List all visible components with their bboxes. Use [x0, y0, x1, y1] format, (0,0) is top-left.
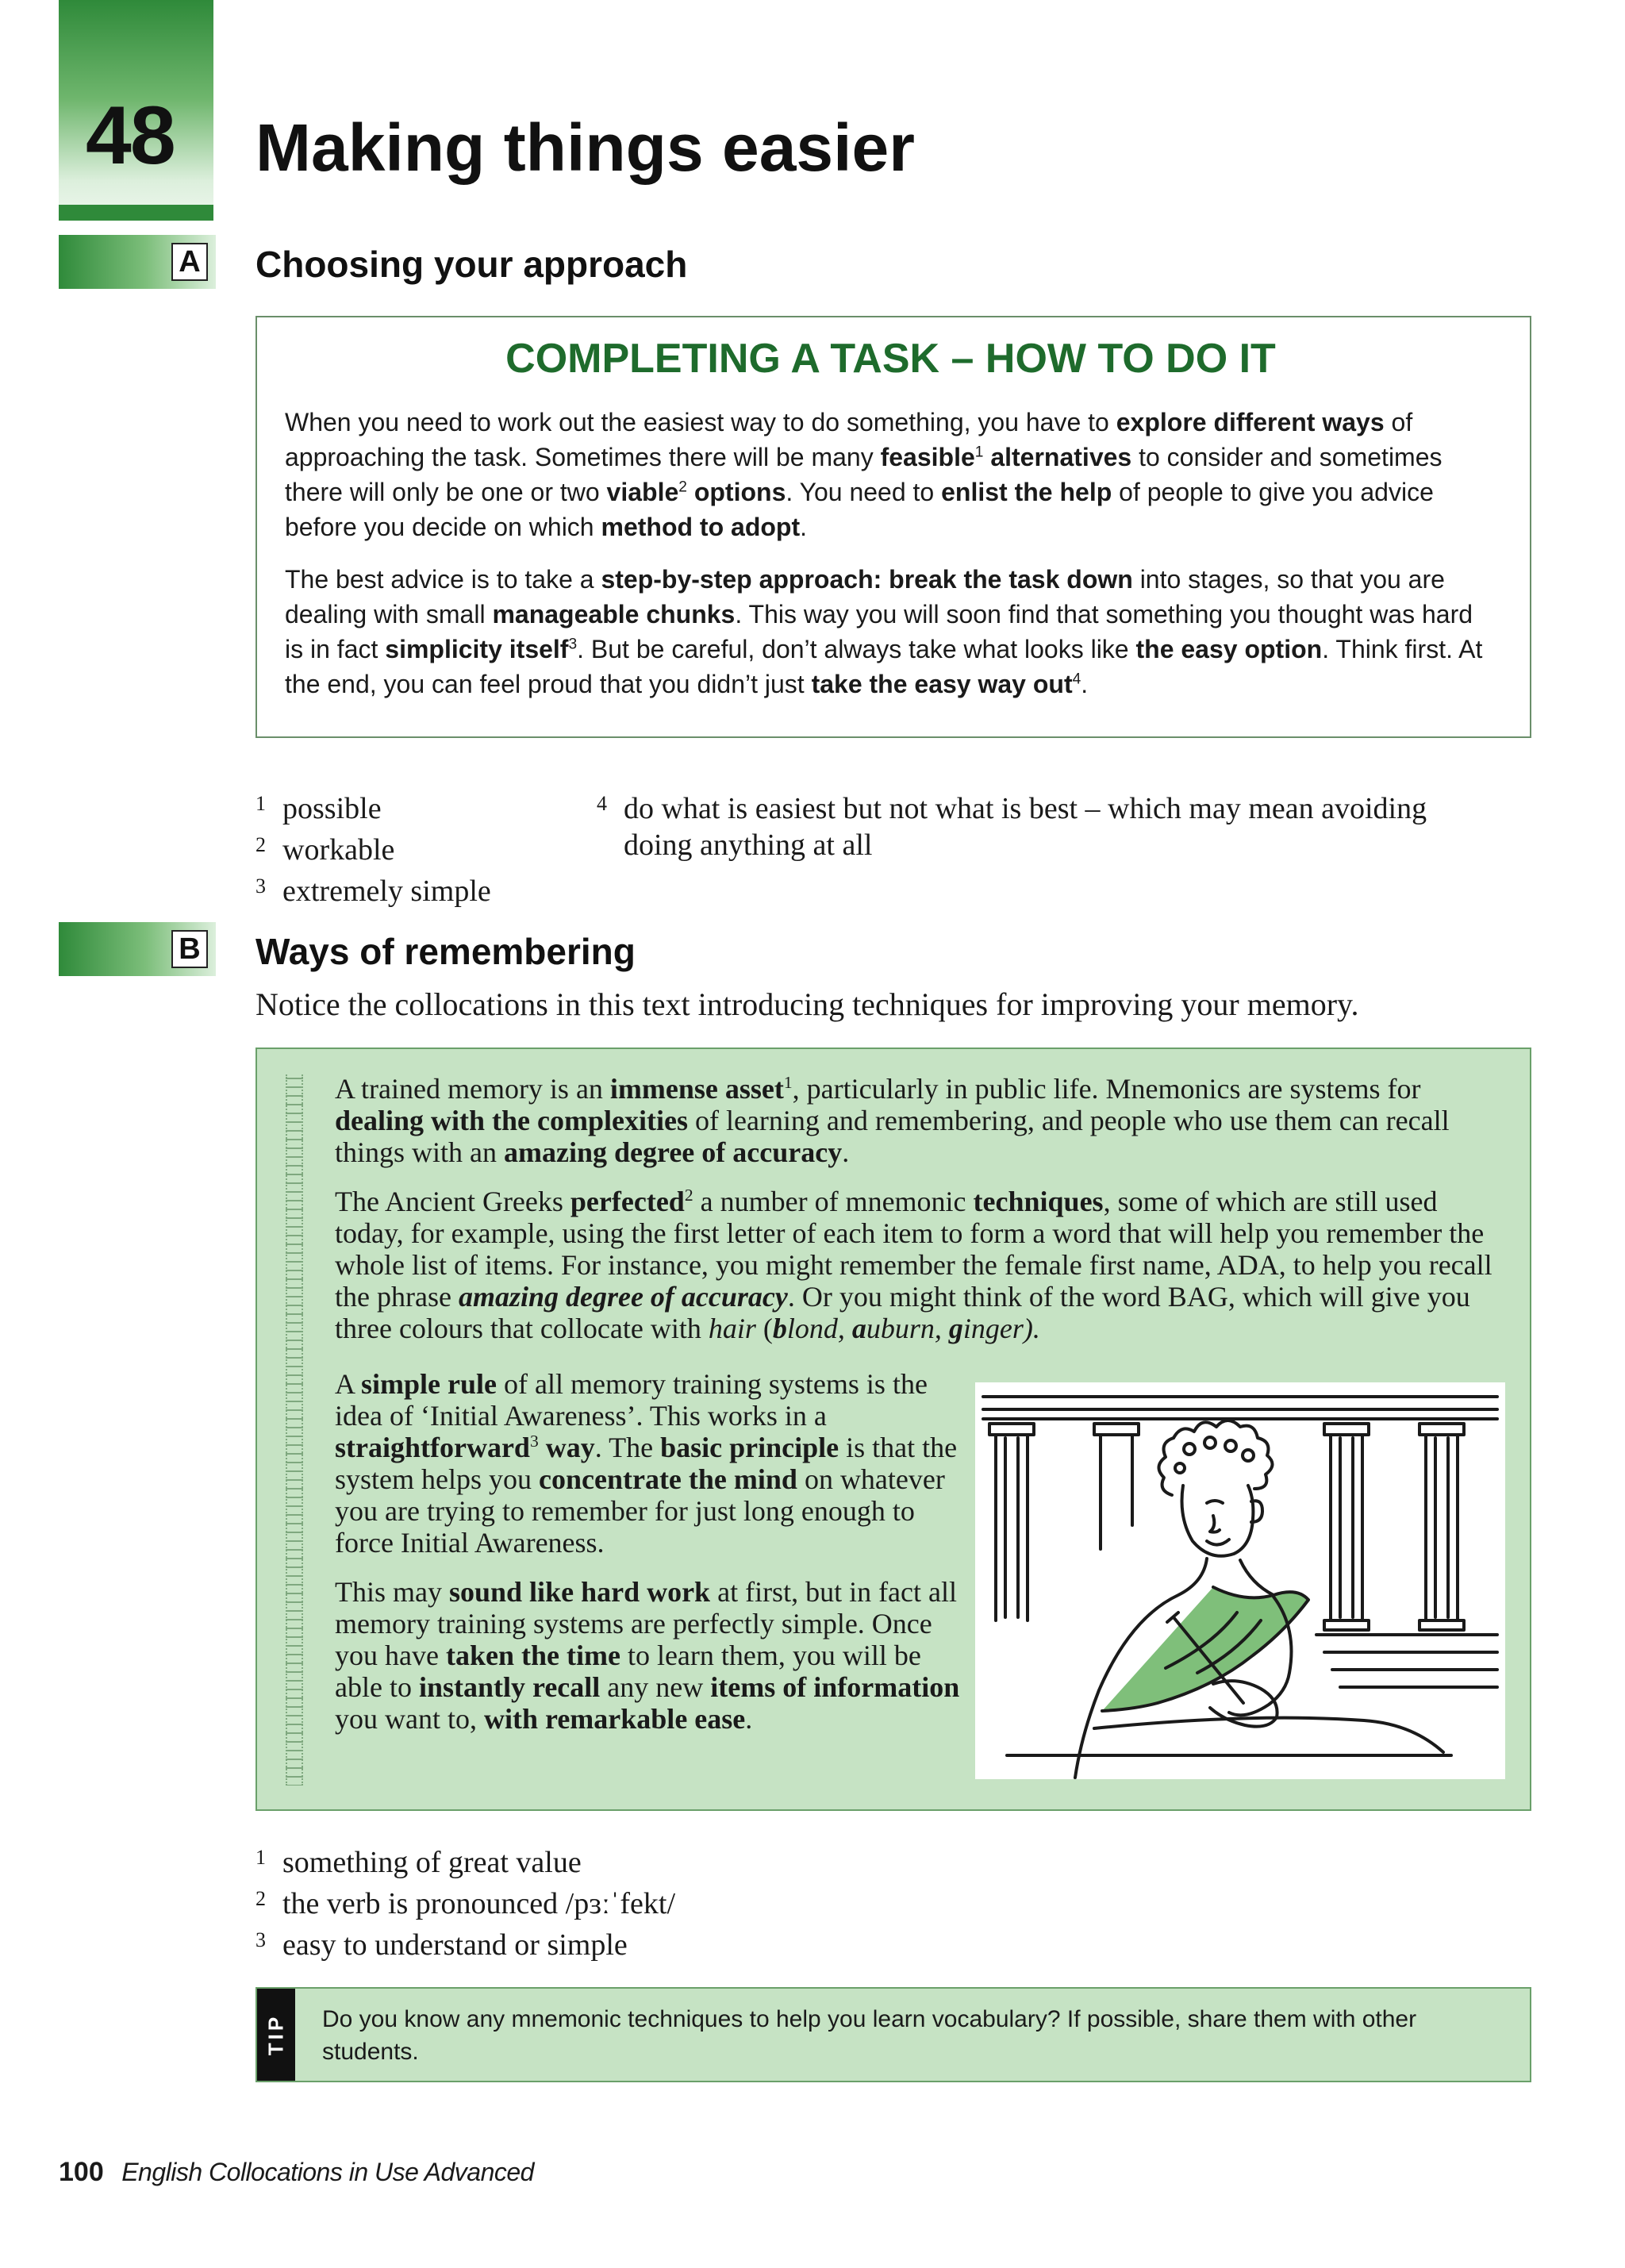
page-number: 100	[59, 2157, 104, 2187]
section-a-heading: Choosing your approach	[255, 244, 688, 285]
footnote-item: 4 do what is easiest but not what is best – which may mean avoiding	[597, 792, 1427, 825]
section-b-paragraph-1: A trained memory is an immense asset$^1$, particularly in public life. Mnemonics are systems for dealing with the complexities of learning and remembering, and people who use them can recall things with an amazing degree of accuracy.	[335, 1073, 1450, 1168]
column	[989, 1424, 1034, 1620]
footnote-item: 2 workable	[255, 833, 395, 867]
section-b-heading: Ways of remembering	[255, 931, 636, 972]
footnote-item: 1 something of great value	[255, 1846, 582, 1879]
section-a-paragraph-1: When you need to work out the easiest way to do something, you have to explore different ways of approaching the task. Sometimes there will be many feasible$^1$ alternatives to consider and sometimes there will only be one or two viable$^2$ options. You need to enlist the help of people to give you advice before you decide on which method to adopt.	[285, 408, 1443, 541]
section-b-paragraph-3: A simple rule of all memory training systems is the idea of ‘Initial Awareness’. This works in a straightforward$^3$ way. The basic principle is that the system helps you concentrate the mind on whatever you are trying to remember for just long enough to force Initial Awareness.	[335, 1368, 958, 1559]
section-a-text-box	[255, 316, 1531, 738]
footnote-item: 1 possible	[255, 792, 382, 825]
footnote-item: 3 extremely simple	[255, 875, 491, 908]
footnote-item: 2 the verb is pronounced /pɜːˈfekt/	[255, 1887, 676, 1920]
section-b-letter: B	[171, 930, 208, 968]
greek-scholar-drawing	[975, 1382, 1505, 1779]
footnote-item: 3 easy to understand or simple	[255, 1928, 628, 1962]
unit-number: 48	[86, 90, 175, 182]
section-b-intro: Notice the collocations in this text introducing techniques for improving your memory.	[255, 986, 1359, 1022]
footnote-item: doing anything at all	[624, 828, 873, 862]
section-b-footnotes	[255, 1839, 675, 1963]
decorative-chain-border	[286, 1074, 303, 1786]
tip-box	[255, 1987, 1531, 2082]
section-b-paragraph-4: This may sound like hard work at first, but in fact all memory training systems are perfectly simple. Once you have taken the time to learn them, you will be able to instantly recall any new items of information you want to, with remarkable ease.	[335, 1576, 960, 1735]
section-b-tab	[59, 922, 216, 976]
tip-text: Do you know any mnemonic techniques to help you learn vocabulary? If possible, share them with other students.	[322, 2006, 1417, 2065]
book-title: English Collocations in Use Advanced	[121, 2158, 534, 2186]
unit-number-tab	[59, 0, 213, 221]
section-a-box-title: COMPLETING A TASK – HOW TO DO IT	[505, 336, 1276, 382]
section-a-footnotes-right	[597, 786, 1427, 863]
section-a-letter: A	[171, 243, 208, 281]
section-b-narrow-text	[335, 1368, 970, 1752]
page-title: Making things easier	[255, 110, 915, 185]
section-a-footnotes-left	[255, 786, 491, 909]
ancient-greek-writing-illustration	[975, 1382, 1505, 1779]
section-a-tab	[59, 235, 216, 289]
unit-tab-base	[59, 205, 213, 221]
tip-label: TIP	[257, 1989, 295, 2081]
page-footer	[59, 2157, 534, 2188]
section-b-text-box	[255, 1048, 1531, 1811]
section-b-paragraph-2: The Ancient Greeks perfected$^2$ a number of mnemonic techniques, some of which are still used today, for example, using the first letter of each item to form a word that will help you remember the whole list of items. For instance, you might remember the female first name, ADA, to help you recall the phrase amazing degree of accuracy. Or you might think of the word BAG, which will give you three colours that collocate with hair (blond, auburn, ginger).	[335, 1186, 1492, 1344]
section-a-paragraph-2: The best advice is to take a step-by-step approach: break the task down into stages, so that you are dealing with small manageable chunks. This way you will soon find that something you thought was hard is in fact simplicity itself$^3$. But be careful, don’t always take what looks like the easy option. Think first. At the end, you can feel proud that you didn’t just take the easy way out$^4$.	[285, 565, 1483, 698]
section-b-wide-text	[335, 1073, 1509, 1362]
